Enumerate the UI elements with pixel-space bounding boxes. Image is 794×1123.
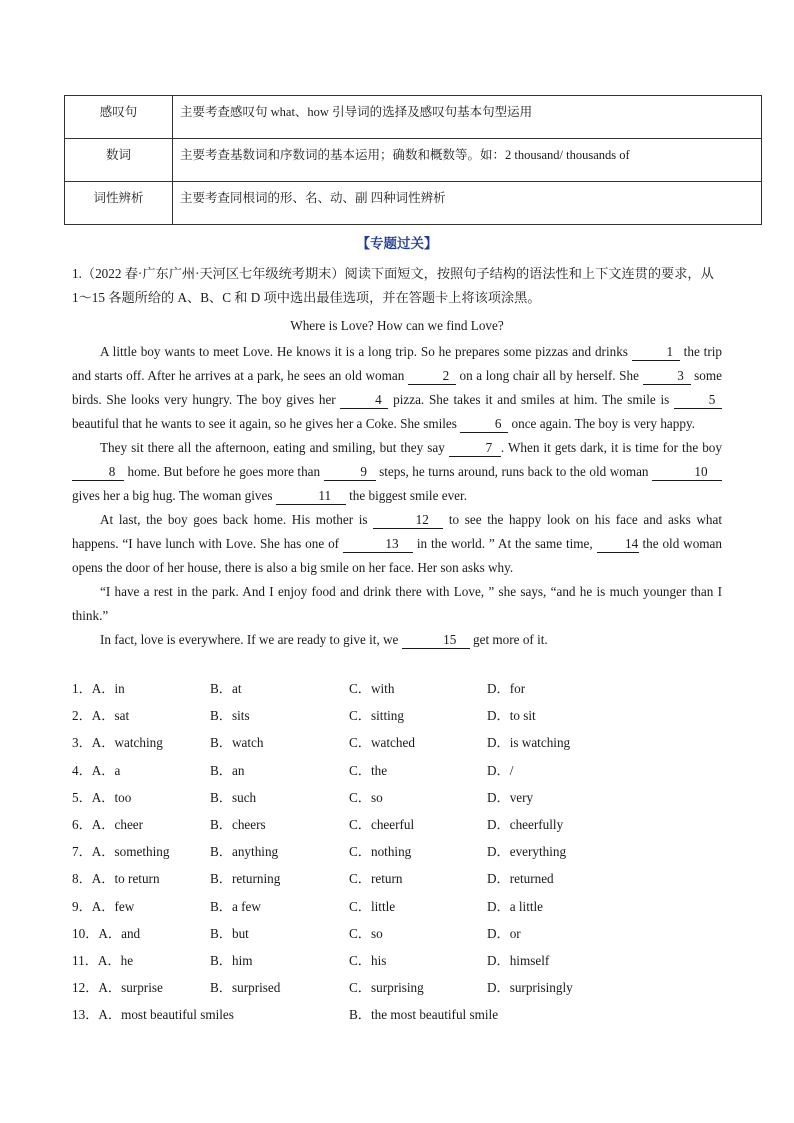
option-b: B．surprised (210, 980, 281, 996)
paragraph-4: “I have a rest in the park. And I enjoy food and drink there with Love, ” she says, “and he is much younger than I think.” (72, 584, 722, 623)
paragraph-2 (72, 436, 722, 508)
table-cell-type: 感叹句 (65, 96, 173, 139)
option-a: 8．A．to return (72, 871, 160, 887)
option-d: D．a little (487, 898, 544, 914)
option-b: B．cheers (210, 816, 266, 832)
blank-14: 14 (597, 536, 639, 553)
option-b: B．the most beautiful smile (349, 1007, 499, 1023)
text: the old woman opens the door of her house, there is also a big smile on her face. Her son asks why. (72, 536, 722, 575)
text: once again. The boy is very happy. (508, 416, 695, 431)
option-c: C．so (349, 925, 383, 941)
option-row (72, 868, 732, 895)
option-d: D．/ (487, 762, 514, 778)
text: beautiful that he wants to see it again, so he gives her a Coke. She smiles (72, 416, 461, 431)
option-d: D．everything (487, 844, 567, 860)
text: get more of it. (469, 632, 548, 647)
table-cell-desc: 主要考查基数词和序数词的基本运用；确数和概数等。如：2 thousand/ thousands of (173, 139, 762, 182)
option-c: C．his (349, 952, 387, 968)
option-a: 13．A．most beautiful smiles (72, 1007, 234, 1023)
option-a: 2．A．sat (72, 708, 130, 724)
option-a: 3．A．watching (72, 735, 163, 751)
option-a: 6．A．cheer (72, 816, 144, 832)
text: At last, the boy goes back home. His mother is (100, 512, 374, 527)
option-row (72, 732, 732, 759)
option-row (72, 841, 732, 868)
blank-7: 7 (449, 440, 501, 457)
option-c: C．return (349, 871, 403, 887)
option-row (72, 787, 732, 814)
option-c: C．with (349, 681, 395, 696)
text: home. But before he goes more than (124, 464, 324, 479)
option-b: B．anything (210, 844, 279, 860)
blank-11: 11 (276, 488, 346, 505)
option-b: B．him (210, 952, 253, 968)
question-intro: 1.（2022 春·广东广州·天河区七年级统考期末）阅读下面短文，按照句子结构的语法性和上下文连贯的要求，从 1～15 各题所给的 A、B、C 和 D 项中选出最佳选项，并在答题卡上将该项涂黑。 (72, 266, 714, 305)
option-b: B．watch (210, 735, 264, 751)
option-c: C．the (349, 762, 388, 778)
option-row (72, 896, 732, 923)
blank-3: 3 (643, 368, 691, 385)
blank-15: 15 (402, 632, 470, 649)
option-d: D．or (487, 925, 521, 941)
option-d: D．for (487, 681, 526, 696)
option-d: D．cheerfully (487, 816, 564, 832)
option-c: C．watched (349, 735, 415, 751)
text: They sit there all the afternoon, eating and smiling, but they say (100, 440, 449, 455)
option-a: 7．A．something (72, 844, 170, 860)
option-b: B．sits (210, 708, 250, 724)
table-cell-desc: 主要考查同根词的形、名、动、副 四种词性辨析 (173, 182, 762, 225)
option-a: 12．A．surprise (72, 980, 163, 996)
blank-12: 12 (373, 512, 443, 529)
section-heading: 【专题过关】 (356, 236, 438, 252)
blank-10: 10 (652, 464, 722, 481)
blank-2: 2 (408, 368, 456, 385)
text: In fact, love is everywhere. If we are ready to give it, we (100, 632, 402, 647)
table-cell-type: 词性辨析 (65, 182, 173, 225)
text: . When it gets dark, it is time for the boy (500, 440, 722, 455)
option-row (72, 1004, 732, 1031)
option-row (72, 950, 732, 977)
option-b: B．a few (210, 898, 261, 914)
text: steps, he turns around, runs back to the old woman (375, 464, 653, 479)
option-d: D．returned (487, 871, 554, 887)
option-c: C．nothing (349, 844, 412, 860)
table-row (65, 182, 762, 225)
option-d: D．himself (487, 952, 550, 968)
blank-1: 1 (632, 344, 680, 361)
option-d: D．to sit (487, 708, 536, 724)
table-cell-type: 数词 (65, 139, 173, 182)
option-row (72, 923, 732, 950)
option-row (72, 678, 732, 705)
passage-title: Where is Love? How can we find Love? (290, 318, 504, 333)
text: on a long chair all by herself. She (455, 368, 643, 383)
text: in the world. ” At the same time, (412, 536, 597, 551)
option-a: 11．A．he (72, 952, 134, 968)
option-row (72, 814, 732, 841)
blank-4: 4 (340, 392, 388, 409)
option-c: C．so (349, 789, 383, 805)
text: some birds. She looks very hungry. The boy gives her (72, 368, 723, 407)
option-row (72, 760, 732, 787)
option-c: C．little (349, 898, 396, 914)
option-b: B．but (210, 925, 249, 941)
option-c: C．surprising (349, 980, 424, 996)
options-list (72, 678, 732, 1031)
option-a: 9．A．few (72, 898, 135, 914)
text: A little boy wants to meet Love. He knows it is a long trip. So he prepares some pizzas and drinks (100, 344, 632, 359)
paragraph-3 (72, 508, 722, 580)
option-c: C．sitting (349, 708, 404, 724)
option-b: B．such (210, 789, 257, 805)
text: the biggest smile ever. (345, 488, 467, 503)
option-a: 4．A．a (72, 762, 121, 778)
paragraph-5 (72, 628, 722, 652)
blank-6: 6 (460, 416, 508, 433)
blank-9: 9 (324, 464, 376, 481)
blank-8: 8 (72, 464, 124, 481)
option-row (72, 705, 732, 732)
option-d: D．is watching (487, 735, 571, 751)
passage (72, 340, 722, 652)
text: pizza. She takes it and smiles at him. The smile is (388, 392, 674, 407)
paragraph-1 (72, 340, 722, 436)
option-d: D．surprisingly (487, 980, 573, 996)
option-b: B．an (210, 762, 245, 778)
option-c: C．cheerful (349, 816, 415, 832)
option-a: 5．A．too (72, 789, 132, 805)
option-a: 1．A．in (72, 681, 125, 696)
blank-13: 13 (343, 536, 413, 553)
table-cell-desc: 主要考查感叹句 what、how 引导词的选择及感叹句基本句型运用 (173, 96, 762, 139)
text: to see the happy look on his face and asks what happens. “I have lunch with Love. She has one of (72, 512, 723, 551)
text: the trip and starts off. After he arrives at a park, he sees an old woman (72, 344, 722, 383)
text: gives her a big hug. The woman gives (72, 488, 276, 503)
table-row (65, 139, 762, 182)
option-a: 10．A．and (72, 925, 141, 941)
option-row (72, 977, 732, 1004)
option-d: D．very (487, 789, 534, 805)
blank-5: 5 (674, 392, 722, 409)
table-row (65, 96, 762, 139)
topic-table (64, 95, 762, 225)
option-b: B．returning (210, 871, 281, 887)
option-b: B．at (210, 681, 242, 696)
